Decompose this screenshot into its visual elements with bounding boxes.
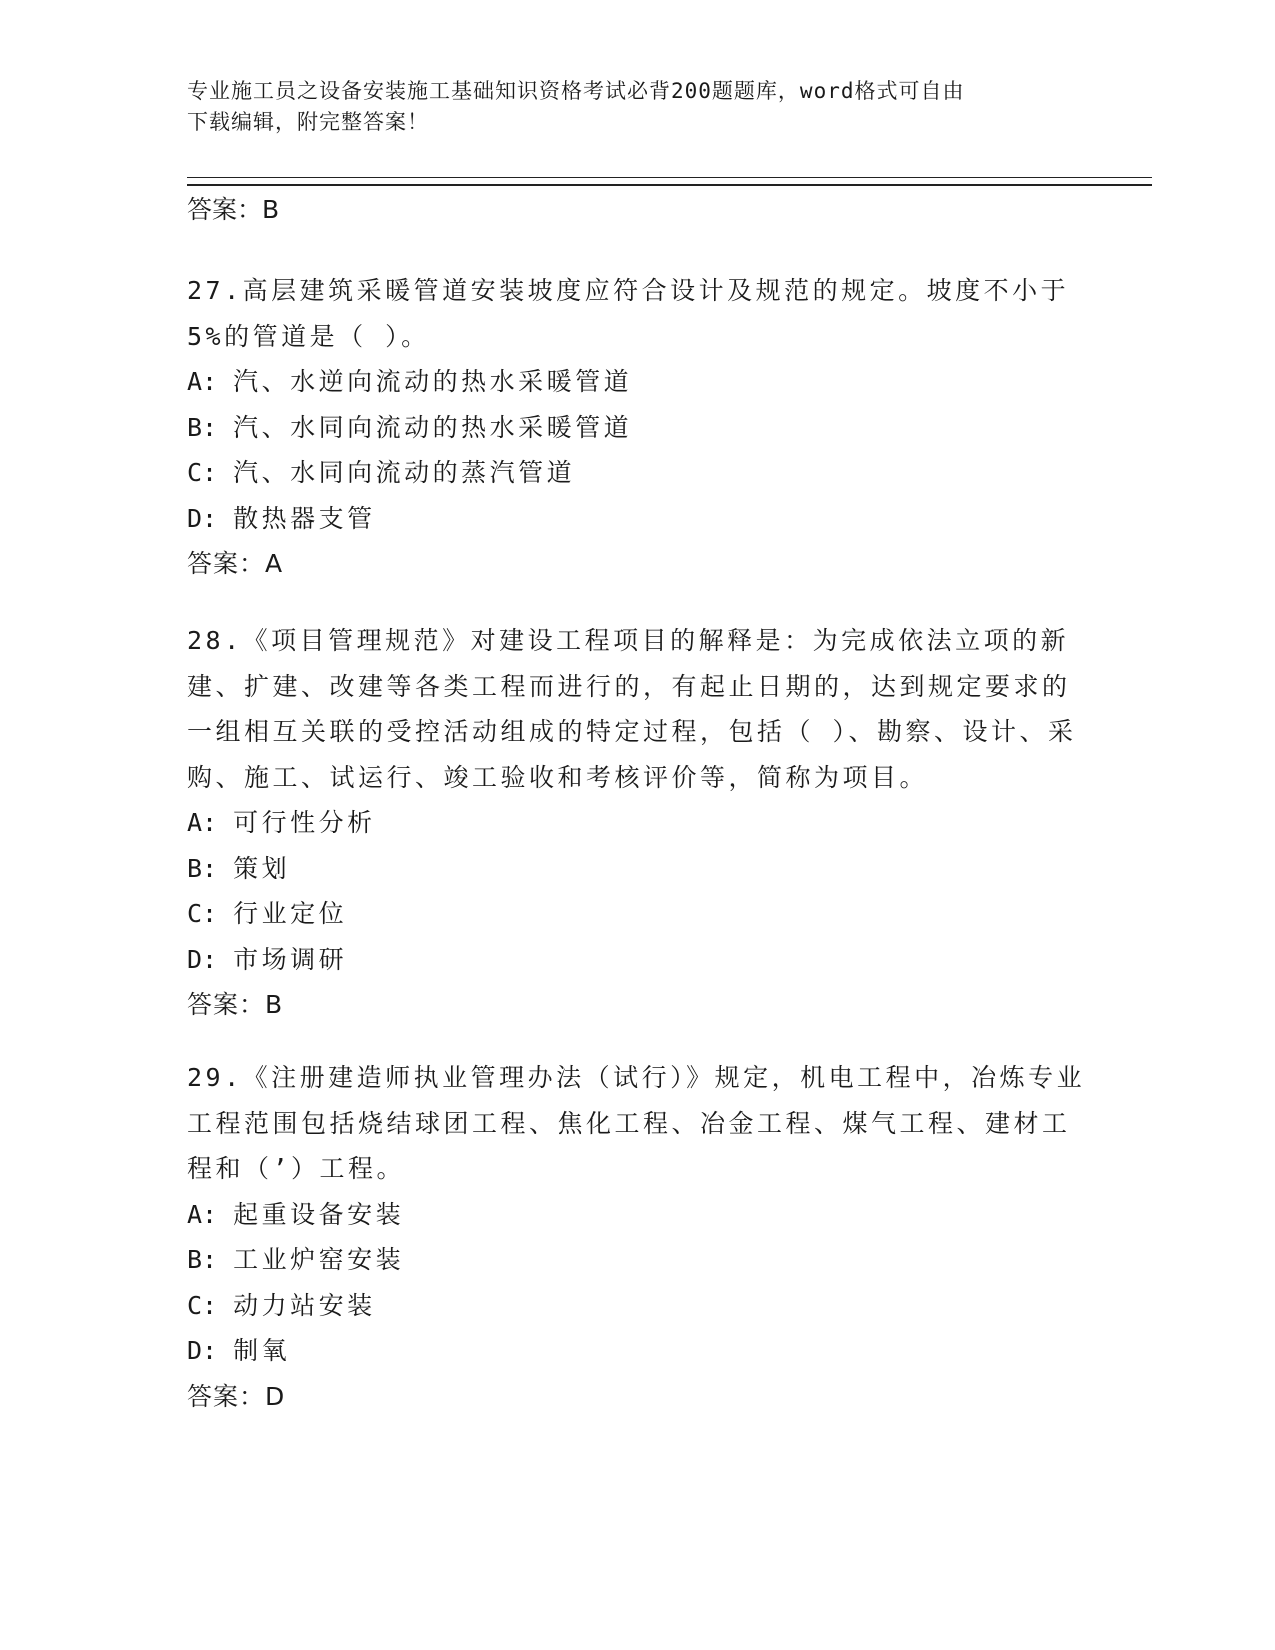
question-stem: 28.《项目管理规范》对建设工程项目的解释是：为完成依法立项的新建、扩建、改建等各类工程而进行的，有起止日期的，达到规定要求的一组相互关联的受控活动组成的特定过程，包括（ ）、勘察、设计、采购、施工、试运行、竣工验收和考核评价等，简称为项目。	[187, 626, 1077, 792]
option-c	[187, 1283, 1087, 1329]
option-c	[187, 450, 1087, 496]
option-letter: A:	[187, 367, 218, 396]
answer: 答案：B	[187, 990, 284, 1019]
header-divider	[187, 177, 1152, 186]
option-text: 制氧	[233, 1336, 291, 1365]
option-letter: C:	[187, 458, 218, 487]
option-letter: D:	[187, 503, 218, 533]
question-stem: 27.高层建筑采暖管道安装坡度应符合设计及规范的规定。坡度不小于5%的管道是（ ）。	[187, 276, 1070, 351]
option-a	[187, 800, 1087, 846]
option-letter: B:	[187, 412, 218, 442]
option-text: 起重设备安装	[233, 1199, 405, 1229]
option-d	[187, 937, 1087, 983]
option-text: 汽、水逆向流动的热水采暖管道	[233, 367, 633, 396]
page-header	[187, 76, 1087, 138]
option-text: 工业炉窑安装	[233, 1245, 405, 1274]
option-d	[187, 1328, 1087, 1374]
option-letter: A:	[187, 808, 218, 837]
option-a	[187, 359, 1087, 405]
answer: 答案：A	[187, 549, 284, 578]
option-text: 汽、水同向流动的蒸汽管道	[233, 458, 576, 487]
option-a	[187, 1192, 1087, 1238]
option-b	[187, 405, 1087, 451]
option-text: 市场调研	[233, 944, 348, 974]
option-text: 散热器支管	[233, 503, 376, 533]
option-c	[187, 891, 1087, 937]
header-line-1: 专业施工员之设备安装施工基础知识资格考试必背200题题库，word格式可自由	[187, 79, 965, 103]
question-28	[187, 618, 1087, 1028]
option-letter: B:	[187, 1245, 218, 1274]
option-d	[187, 496, 1087, 542]
header-line-2: 下载编辑，附完整答案！	[187, 110, 429, 134]
option-text: 策划	[233, 853, 291, 883]
option-text: 动力站安装	[233, 1290, 376, 1320]
option-b	[187, 1237, 1087, 1283]
question-29	[187, 1055, 1087, 1419]
option-letter: A:	[187, 1199, 218, 1229]
option-text: 行业定位	[233, 899, 348, 928]
option-letter: D:	[187, 944, 218, 974]
answer: 答案：D	[187, 1381, 286, 1411]
option-letter: D:	[187, 1336, 218, 1365]
question-stem: 29.《注册建造师执业管理办法（试行）》规定，机电工程中，冶炼专业工程范围包括烧结球团工程、焦化工程、冶金工程、煤气工程、建材工程和（’）工程。	[187, 1063, 1086, 1183]
option-letter: B:	[187, 853, 218, 883]
question-27	[187, 268, 1087, 587]
option-letter: C:	[187, 899, 218, 928]
option-b	[187, 846, 1087, 892]
previous-answer: 答案：B	[187, 195, 280, 224]
option-text: 汽、水同向流动的热水采暖管道	[233, 412, 633, 442]
option-text: 可行性分析	[233, 808, 376, 837]
option-letter: C:	[187, 1290, 218, 1320]
